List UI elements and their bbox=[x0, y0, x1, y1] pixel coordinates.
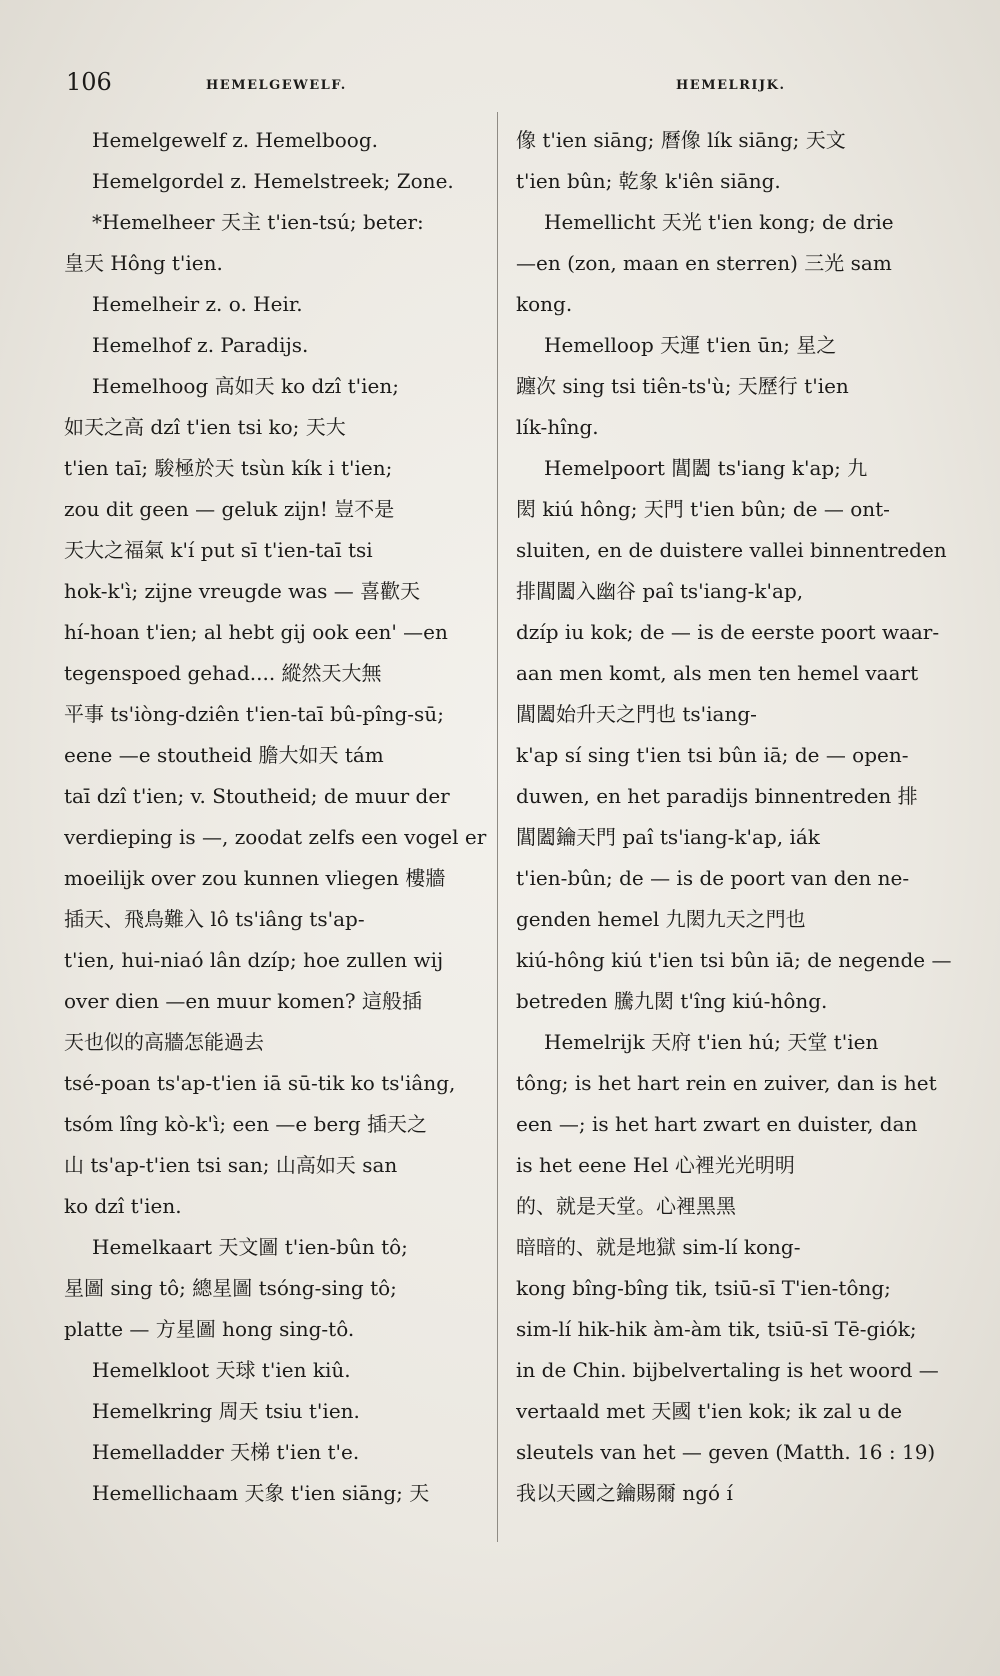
text-line: sim-lí hik-hik àm-àm tik, tsiū-sī Tē-giók; bbox=[516, 1317, 917, 1341]
text-line: ko dzî t'ien. bbox=[64, 1194, 182, 1218]
text-line: kiú-hông kiú t'ien tsi bûn iā; de negende — bbox=[516, 948, 952, 972]
text-line: k'ap sí sing t'ien tsi bûn iā; de — open- bbox=[516, 743, 909, 767]
text-line: betreden 騰九閎 t'îng kiú-hông. bbox=[516, 989, 828, 1013]
text-line: verdieping is —, zoodat zelfs een vogel er bbox=[64, 825, 487, 849]
text-line: 閎 kiú hông; 天門 t'ien bûn; de — ont- bbox=[516, 497, 890, 521]
text-line: 閶闔始升天之門也 ts'iang- bbox=[516, 702, 757, 726]
text-line: 如天之高 dzî t'ien tsi ko; 天大 bbox=[64, 415, 346, 439]
text-line: 天大之福氣 k'í put sī t'ien-taī tsi bbox=[64, 538, 373, 562]
text-line: vertaald met 天國 t'ien kok; ik zal u de bbox=[516, 1399, 903, 1423]
right-running-head: HEMELRIJK. bbox=[676, 78, 786, 93]
text-line: Hemelhoog 高如天 ko dzî t'ien; bbox=[92, 374, 399, 398]
text-line: Hemelkring 周天 tsiu t'ien. bbox=[92, 1399, 360, 1423]
text-line: 躔次 sing tsi tiên-ts'ù; 天歷行 t'ien bbox=[516, 374, 849, 398]
text-line: Hemelloop 天運 t'ien ūn; 星之 bbox=[544, 333, 837, 357]
text-line: tegenspoed gehad.... 縱然天大無 bbox=[64, 661, 382, 685]
text-line: sluiten, en de duistere vallei binnentreden bbox=[516, 538, 947, 562]
left-column bbox=[64, 120, 490, 1514]
left-running-head: HEMELGEWELF. bbox=[206, 78, 347, 93]
text-line: Hemelladder 天梯 t'ien t'e. bbox=[92, 1440, 360, 1464]
text-line: t'ien-bûn; de — is de poort van den ne- bbox=[516, 866, 910, 890]
text-line: eene —e stoutheid 膽大如天 tám bbox=[64, 743, 384, 767]
text-line: Hemelgordel z. Hemelstreek; Zone. bbox=[92, 169, 454, 193]
text-line: tông; is het hart rein en zuiver, dan is het bbox=[516, 1071, 937, 1095]
text-line: 暗暗的、就是地獄 sim-lí kong- bbox=[516, 1235, 801, 1259]
text-line: lík-hîng. bbox=[516, 415, 599, 439]
text-line: —en (zon, maan en sterren) 三光 sam bbox=[516, 251, 892, 275]
text-line: genden hemel 九閎九天之門也 bbox=[516, 907, 806, 931]
text-line: Hemelgewelf z. Hemelboog. bbox=[92, 128, 378, 152]
text-line: platte — 方星圖 hong sing-tô. bbox=[64, 1317, 355, 1341]
text-line: tsóm lîng kò-k'ì; een —e berg 插天之 bbox=[64, 1112, 427, 1136]
text-line: in de Chin. bijbelvertaling is het woord — bbox=[516, 1358, 939, 1382]
text-line: over dien —en muur komen? 這般插 bbox=[64, 989, 423, 1013]
text-line: t'ien taī; 駿極於天 tsùn kík i t'ien; bbox=[64, 456, 393, 480]
text-line: hí-hoan t'ien; al hebt gij ook een' —en bbox=[64, 620, 448, 644]
text-line: 山 ts'ap-t'ien tsi san; 山高如天 san bbox=[64, 1153, 398, 1177]
text-line: Hemelkaart 天文圖 t'ien-bûn tô; bbox=[92, 1235, 408, 1259]
column-divider bbox=[497, 112, 498, 1542]
text-line: een —; is het hart zwart en duister, dan bbox=[516, 1112, 918, 1136]
text-line: taī dzî t'ien; v. Stoutheid; de muur der bbox=[64, 784, 450, 808]
text-line: Hemelkloot 天球 t'ien kiû. bbox=[92, 1358, 351, 1382]
text-line: 天也似的高牆怎能過去 bbox=[64, 1030, 264, 1054]
text-line: t'ien bûn; 乾象 k'iên siāng. bbox=[516, 169, 781, 193]
text-line: Hemelpoort 閶闔 ts'iang k'ap; 九 bbox=[544, 456, 868, 480]
text-line: 排閶闔入幽谷 paî ts'iang-k'ap, bbox=[516, 579, 804, 603]
text-line: Hemellichaam 天象 t'ien siāng; 天 bbox=[92, 1481, 430, 1505]
text-line: 平事 ts'iòng-dziên t'ien-taī bû-pîng-sū; bbox=[64, 702, 444, 726]
text-line: duwen, en het paradijs binnentreden 排 bbox=[516, 784, 918, 808]
text-line: Hemelhof z. Paradijs. bbox=[92, 333, 309, 357]
text-line: sleutels van het — geven (Matth. 16 : 19) bbox=[516, 1440, 936, 1464]
text-line: aan men komt, als men ten hemel vaart bbox=[516, 661, 919, 685]
text-line: 像 t'ien siāng; 曆像 lík siāng; 天文 bbox=[516, 128, 846, 152]
text-line: *Hemelheer 天主 t'ien-tsú; beter: bbox=[92, 210, 424, 234]
text-line: t'ien, hui-niaó lân dzíp; hoe zullen wij bbox=[64, 948, 444, 972]
text-line: 閶闔鑰天門 paî ts'iang-k'ap, iák bbox=[516, 825, 820, 849]
text-line: 我以天國之鑰賜爾 ngó í bbox=[516, 1481, 733, 1505]
text-line: tsé-poan ts'ap-t'ien iā sū-tik ko ts'iâng, bbox=[64, 1071, 456, 1095]
page-number: 106 bbox=[66, 68, 112, 96]
right-column bbox=[516, 120, 958, 1514]
text-line: dzíp iu kok; de — is de eerste poort waar- bbox=[516, 620, 940, 644]
text-line: Hemelheir z. o. Heir. bbox=[92, 292, 303, 316]
text-line: moeilijk over zou kunnen vliegen 樓牆 bbox=[64, 866, 446, 890]
text-line: Hemelrijk 天府 t'ien hú; 天堂 t'ien bbox=[544, 1030, 879, 1054]
text-line: Hemellicht 天光 t'ien kong; de drie bbox=[544, 210, 894, 234]
text-line: kong. bbox=[516, 292, 573, 316]
text-line: 插天、飛鳥難入 lô ts'iâng ts'ap- bbox=[64, 907, 365, 931]
text-line: kong bîng-bîng tik, tsiū-sī T'ien-tông; bbox=[516, 1276, 891, 1300]
text-line: 的、就是天堂。心裡黑黑 bbox=[516, 1194, 736, 1218]
text-line: 星圖 sing tô; 總星圖 tsóng-sing tô; bbox=[64, 1276, 397, 1300]
page-header bbox=[66, 68, 946, 108]
text-line: hok-k'ì; zijne vreugde was — 喜歡天 bbox=[64, 579, 421, 603]
text-line: is het eene Hel 心裡光光明明 bbox=[516, 1153, 795, 1177]
text-line: zou dit geen — geluk zijn! 豈不是 bbox=[64, 497, 395, 521]
text-line: 皇天 Hông t'ien. bbox=[64, 251, 223, 275]
